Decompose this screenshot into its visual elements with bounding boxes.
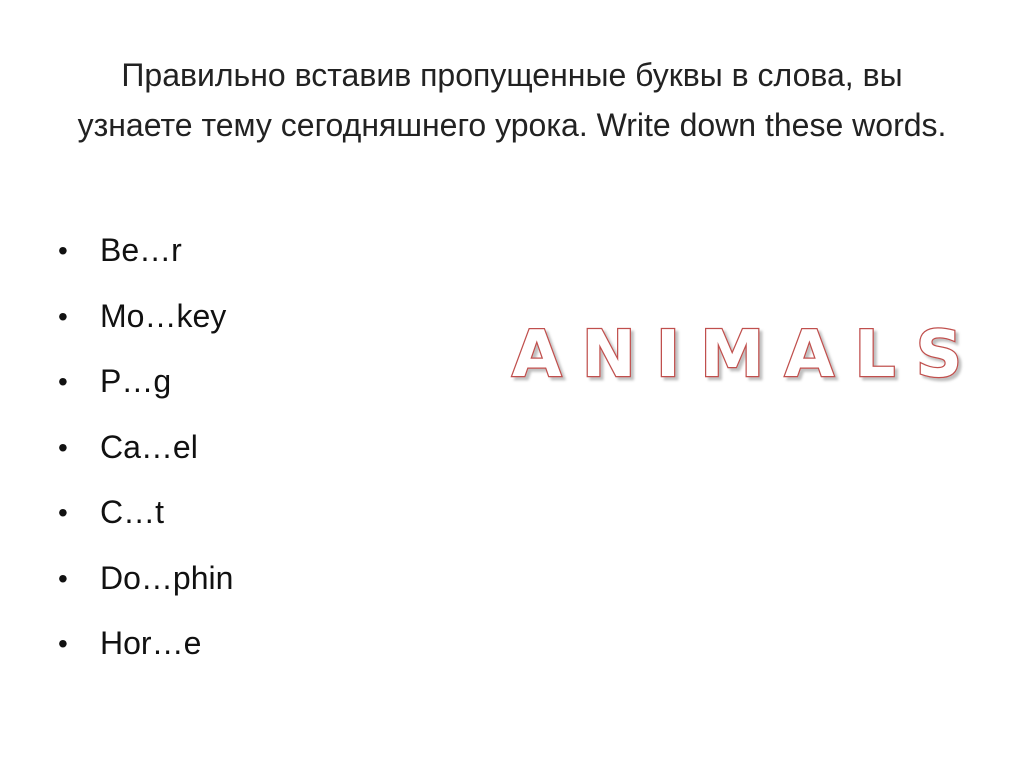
word-text: P…g [100, 363, 172, 399]
slide-title: Правильно вставив пропущенные буквы в слова, вы узнаете тему сегодняшнего урока. Write down these words. [77, 57, 947, 143]
bullet-icon: • [58, 300, 68, 332]
word-text: C…t [100, 494, 164, 530]
bullet-icon: • [58, 628, 68, 659]
bullet-icon: • [58, 431, 68, 463]
bullet-icon: • [58, 235, 68, 266]
topic-word-art [508, 308, 968, 388]
topic-word: A N I M A L S [512, 318, 962, 388]
topic-word-svg [508, 308, 968, 388]
bullet-icon: • [58, 497, 68, 528]
bullet-icon: • [58, 366, 68, 397]
word-text: Be…r [100, 232, 182, 268]
word-text: Ca…el [100, 428, 198, 465]
bullet-icon: • [58, 562, 68, 594]
word-text: Do…phin [100, 559, 234, 596]
word-text: Hor…e [100, 625, 202, 661]
word-text: Mo…key [100, 297, 227, 334]
